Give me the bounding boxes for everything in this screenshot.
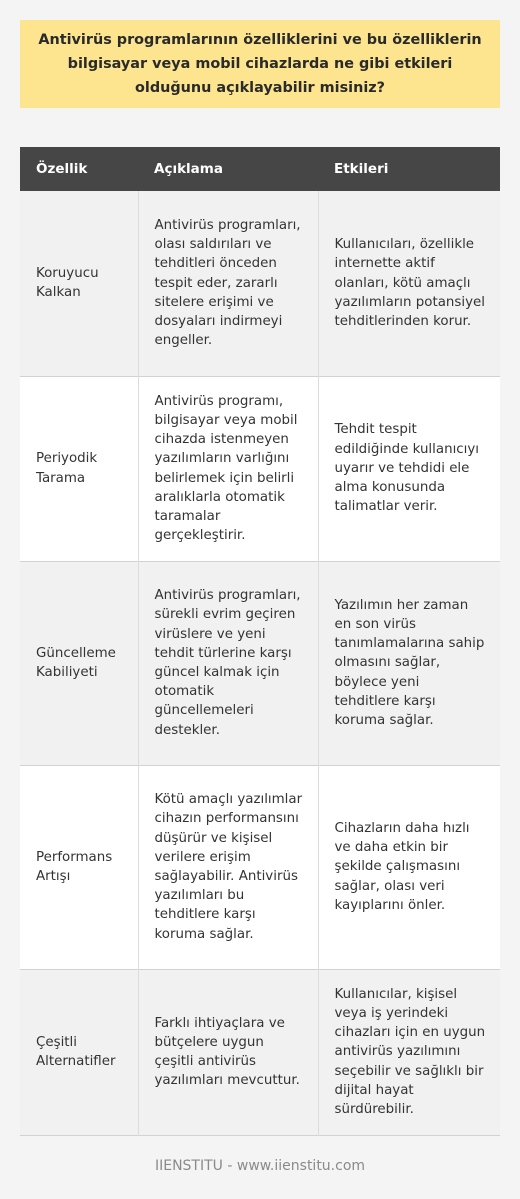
table-row (20, 376, 500, 561)
header-feature: Özellik (20, 147, 138, 191)
feature-cell: Koruyucu Kalkan (20, 191, 138, 376)
question-text: Antivirüs programlarının özelliklerini ve bu özelliklerin bilgisayar veya mobil cihazlarda ne gibi etkileri olduğunu açıklayabilir misiniz? (38, 32, 482, 96)
features-table (20, 147, 500, 1136)
description-cell: Antivirüs programları, olası saldırıları ve tehditleri önceden tespit eder, zararlı sitelere erişimi ve dosyaları indirmeyi engeller. (138, 191, 318, 376)
effect-cell: Cihazların daha hızlı ve daha etkin bir şekilde çalışmasını sağlar, olası veri kayıplarını önler. (318, 765, 500, 969)
description-cell: Farklı ihtiyaçlara ve bütçelere uygun çeşitli antivirüs yazılımları mevcuttur. (138, 969, 318, 1135)
footer-credit: IIENSTITU - www.iienstitu.com (154, 1158, 366, 1174)
table-row (20, 765, 500, 969)
description-cell: Antivirüs programları, sürekli evrim geçiren virüslere ve yeni tehdit türlerine karşı güncel kalmak için otomatik güncellemeleri destekler. (138, 561, 318, 765)
header-effects: Etkileri (318, 147, 500, 191)
effect-cell: Kullanıcıları, özellikle internette aktif olanları, kötü amaçlı yazılımların potansiyel tehditlerinden korur. (318, 191, 500, 376)
effect-cell: Kullanıcılar, kişisel veya iş yerindeki cihazları için en uygun antivirüs yazılımını seçebilir ve sağlıklı bir dijital hayat sürdürebilir. (318, 969, 500, 1135)
feature-cell: Periyodik Tarama (20, 376, 138, 561)
question-box (20, 20, 500, 108)
table-row (20, 561, 500, 765)
effect-cell: Tehdit tespit edildiğinde kullanıcıyı uyarır ve tehdidi ele alma konusunda talimatlar verir. (318, 376, 500, 561)
table-row (20, 969, 500, 1135)
effect-cell: Yazılımın her zaman en son virüs tanımlamalarına sahip olmasını sağlar, böylece yeni tehditlere karşı koruma sağlar. (318, 561, 500, 765)
header-description: Açıklama (138, 147, 318, 191)
description-cell: Antivirüs programı, bilgisayar veya mobil cihazda istenmeyen yazılımların varlığını belirlemek için belirli aralıklarla otomatik taramalar gerçekleştirir. (138, 376, 318, 561)
feature-cell: Çeşitli Alternatifler (20, 969, 138, 1135)
description-cell: Kötü amaçlı yazılımlar cihazın performansını düşürür ve kişisel verilere erişim sağlayabilir. Antivirüs yazılımları bu tehditlere karşı koruma sağlar. (138, 765, 318, 969)
feature-cell: Güncelleme Kabiliyeti (20, 561, 138, 765)
table-row (20, 191, 500, 376)
table-header-row (20, 147, 500, 191)
feature-cell: Performans Artışı (20, 765, 138, 969)
